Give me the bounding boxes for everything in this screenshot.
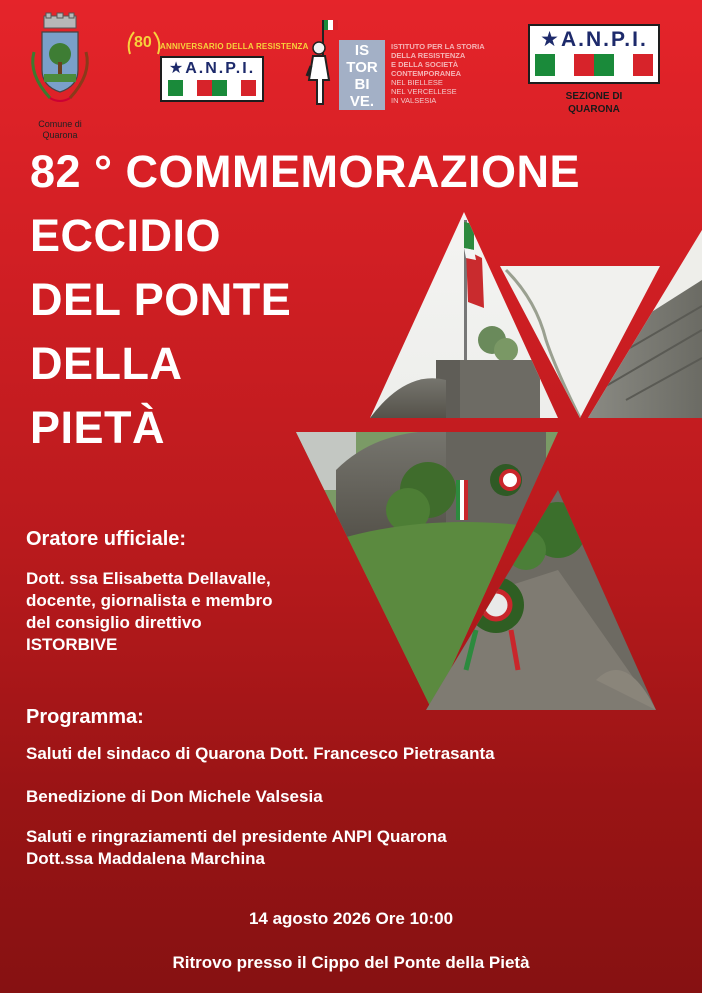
event-date-time: 14 agosto 2026 Ore 10:00	[248, 909, 454, 928]
anniversary-text: ANNIVERSARIO DELLA RESISTENZA	[160, 42, 309, 51]
programma-item-1: Saluti del sindaco di Quarona Dott. Francesco Pietrasanta	[26, 744, 495, 763]
programma-item-3	[26, 826, 447, 870]
istorbive-text	[391, 42, 509, 105]
oratore-heading: Oratore ufficiale:	[26, 528, 187, 550]
title-line-3: DEL PONTE	[30, 274, 292, 325]
anpi-quarona-badge	[528, 24, 660, 84]
istorbive-line-2: DELLA RESISTENZA	[391, 51, 466, 60]
programma-item-3-line-2: Dott.ssa Maddalena Marchina	[26, 849, 266, 868]
istorbive-line-4: CONTEMPORANEA	[391, 69, 462, 78]
istorbive-block	[339, 40, 385, 110]
italian-flag-bar-2	[535, 54, 653, 76]
title-line-2: ECCIDIO	[30, 210, 222, 261]
event-meeting-point: Ritrovo presso il Cippo del Ponte della Pietà	[172, 953, 530, 972]
istorbive-block-4: VE.	[349, 93, 375, 110]
title-line-1: 82 ° COMMEMORAZIONE	[30, 146, 581, 197]
title-line-4: DELLA	[30, 338, 183, 389]
istorbive-block-2: TOR	[346, 59, 378, 76]
oratore-line-1: Dott. ssa Elisabetta Dellavalle,	[26, 569, 271, 588]
partisan-figure-icon	[305, 18, 341, 110]
sezione-line-2: QUARONA	[568, 104, 620, 115]
istorbive-line-3: E DELLA SOCIETÀ	[391, 60, 459, 69]
oratore-line-2: docente, giornalista e membro	[26, 591, 273, 610]
anpi-quarona-logo	[528, 24, 660, 116]
title-line-5: PIETÀ	[30, 402, 166, 453]
anpi-badge	[160, 56, 264, 102]
sezione-line-1: SEZIONE DI	[565, 91, 623, 102]
memorial-photo-collage	[296, 210, 702, 710]
coat-of-arms-icon	[20, 12, 100, 112]
istorbive-logo	[305, 18, 505, 114]
istorbive-sub-1: NEL BIELLESE	[391, 78, 443, 87]
comune-caption-2: Quarona	[42, 130, 78, 140]
comune-quarona-logo	[20, 12, 100, 140]
sezione-label	[528, 90, 660, 116]
anpi-80-anniversario-logo	[124, 28, 309, 106]
istorbive-block-1: IS	[354, 42, 370, 59]
anpi-quarona-name: ★A.N.P.I.	[540, 28, 648, 51]
programma-item-2: Benedizione di Don Michele Valsesia	[26, 787, 323, 806]
programma-heading: Programma:	[26, 706, 144, 728]
istorbive-sub-2: NEL VERCELLESE	[391, 87, 457, 96]
italian-flag-bar	[168, 80, 256, 96]
anpi-name: ★A.N.P.I.	[168, 60, 256, 77]
anniversary-number: 80	[134, 34, 152, 51]
programma-item-3-line-1: Saluti e ringraziamenti del presidente ANPI Quarona	[26, 827, 447, 846]
istorbive-sub-3: IN VALSESIA	[391, 96, 437, 105]
istorbive-line-1: ISTITUTO PER LA STORIA	[391, 42, 485, 51]
oratore-line-3: del consiglio direttivo	[26, 613, 202, 632]
istorbive-block-3: BI	[354, 76, 370, 93]
comune-caption-1: Comune di	[38, 119, 82, 129]
oratore-line-4: ISTORBIVE	[26, 635, 118, 654]
oratore-details	[26, 568, 273, 656]
